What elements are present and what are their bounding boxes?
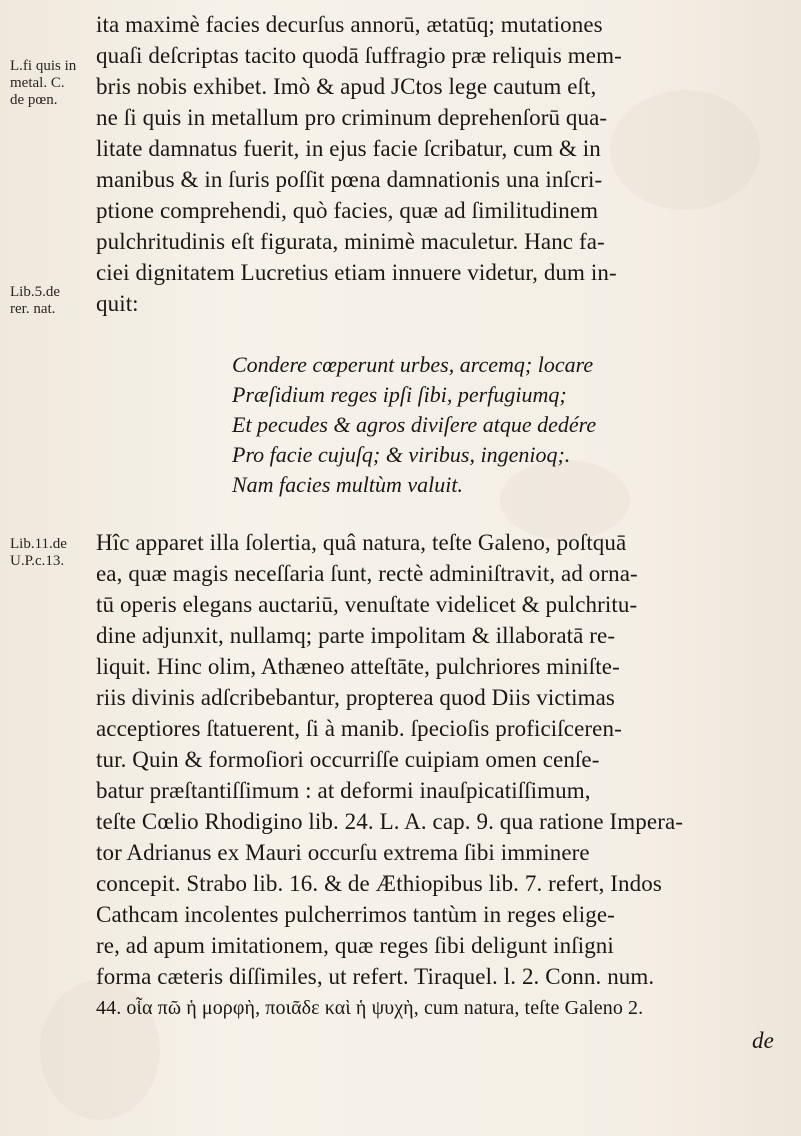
catchword: de: [752, 1028, 774, 1053]
text-line: liquit. Hinc olim, Athæneo atteſtāte, pulchriores miniſte-: [96, 654, 620, 679]
text-line: Cathcam incolentes pulcherrimos tantùm in reges elige-: [96, 902, 615, 927]
verse-line: Præſidium reges ipſi ſibi, perfugiumq;: [232, 382, 567, 407]
text-line: ne ſi quis in metallum pro criminum deprehenſorū qua-: [96, 105, 608, 130]
text-line: tur. Quin & formoſiori occurriſſe cuipiam omen cenſe-: [96, 747, 600, 772]
text-line: teſte Cœlio Rhodigino lib. 24. L. A. cap. 9. qua ratione Impera-: [96, 809, 684, 834]
text-line: ita maximè facies decurſus annorū, ætatūq; mutationes: [96, 12, 603, 37]
text-line: quit:: [96, 291, 139, 316]
margin-note-line: Lib.5.de: [10, 284, 60, 300]
text-line: concepit. Strabo lib. 16. & de Æthiopibus lib. 7. refert, Indos: [96, 871, 662, 896]
verse-line: Et pecudes & agros diviſere atque dedére: [232, 412, 597, 437]
text-line: riis divinis adſcribebantur, propterea quod Diis victimas: [96, 685, 615, 710]
paper-stain: [610, 90, 760, 210]
margin-note-line: Lib.11.de: [10, 536, 67, 552]
text-line: acceptiores ſtatuerent, ſi à manib. ſpecioſis proficiſceren-: [96, 716, 622, 741]
margin-note-lex: [10, 58, 96, 109]
text-line: ciei dignitatem Lucretius etiam innuere videtur, dum in-: [96, 260, 617, 285]
text-line: batur præſtantiſſimum : at deformi inauſpicatiſſimum,: [96, 778, 591, 803]
text-line: ea, quæ magis neceſſaria ſunt, rectè adminiſtravit, ad orna-: [96, 561, 638, 586]
margin-note-lucretius: [10, 284, 96, 318]
text-line: pulchritudinis eſt figurata, minimè maculetur. Hanc fa-: [96, 229, 605, 254]
margin-note-line: rer. nat.: [10, 301, 56, 317]
margin-note-line: L.fi quis in: [10, 58, 77, 74]
text-line: 44. οἷα πῶ ἡ μορφὴ, ποιᾶδε καὶ ἡ ψυχὴ, cum natura, teſte Galeno 2.: [96, 997, 644, 1019]
text-line: manibus & in ſuris poſſit pœna damnationis una inſcri-: [96, 167, 603, 192]
margin-note-line: metal. C.: [10, 75, 65, 91]
text-line: tū operis elegans auctariū, venuſtate videlicet & pulchritu-: [96, 592, 638, 617]
text-line: dine adjunxit, nullamq; parte impolitam & illaboratā re-: [96, 623, 616, 648]
text-line: tor Adrianus ex Mauri occurſu extrema ſibi imminere: [96, 840, 590, 865]
margin-note-galen: [10, 536, 96, 570]
text-line: Hîc apparet illa ſolertia, quâ natura, teſte Galeno, poſtquā: [96, 530, 627, 555]
margin-note-line: de pœn.: [10, 92, 58, 108]
text-line: bris nobis exhibet. Imò & apud JCtos lege cautum eſt,: [96, 74, 597, 99]
margin-note-line: U.P.c.13.: [10, 553, 65, 569]
text-line: forma cæteris diſſimiles, ut refert. Tiraquel. l. 2. Conn. num.: [96, 964, 655, 989]
text-line: re, ad apum imitationem, quæ reges ſibi deligunt inſigni: [96, 933, 614, 958]
verse-line: Nam facies multùm valuit.: [232, 472, 463, 497]
text-line: quaſi deſcriptas tacito quodā ſuffragio præ reliquis mem-: [96, 43, 622, 68]
verse-line: Condere cœperunt urbes, arcemq; locare: [232, 352, 594, 377]
text-line: litate damnatus fuerit, in ejus facie ſcribatur, cum & in: [96, 136, 601, 161]
text-line: ptione comprehendi, quò facies, quæ ad ſimilitudinem: [96, 198, 599, 223]
verse-line: Pro facie cujuſq; & viribus, ingenioq;.: [232, 442, 571, 467]
